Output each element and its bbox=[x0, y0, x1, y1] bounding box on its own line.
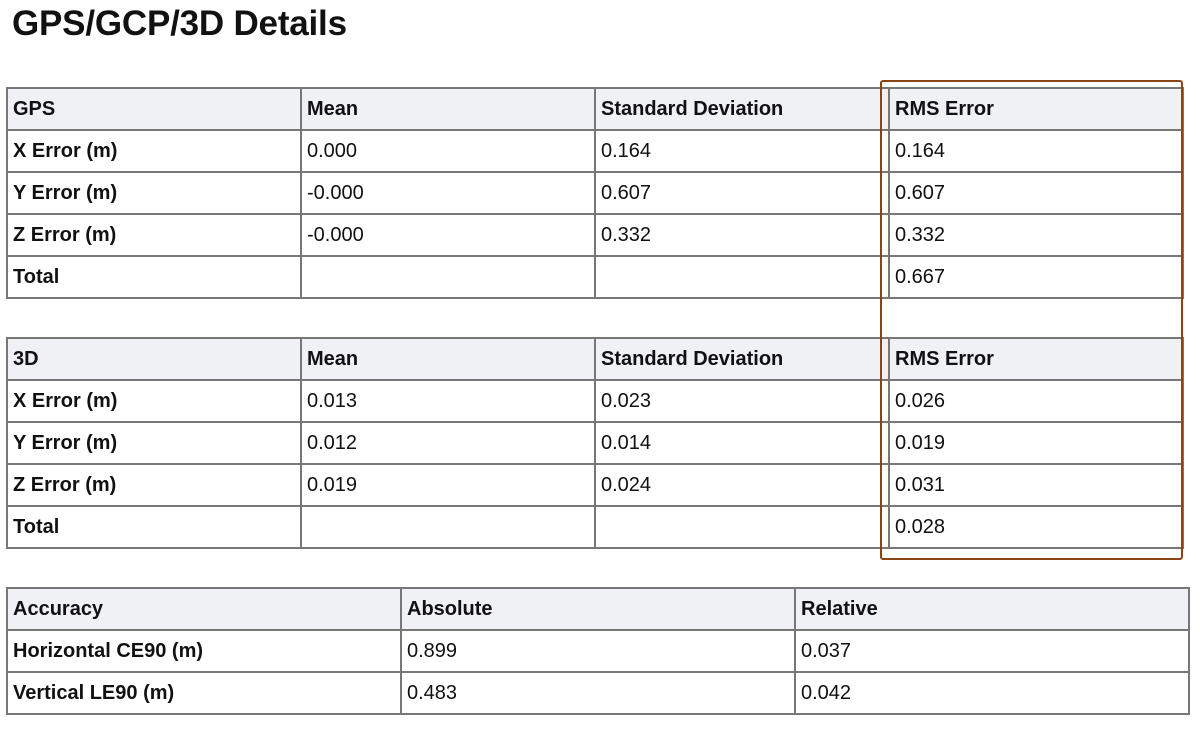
table-row bbox=[7, 380, 1183, 422]
table-row bbox=[7, 422, 1183, 464]
std-dev-cell: 0.332 bbox=[595, 214, 889, 256]
column-header: GPS bbox=[7, 88, 301, 130]
rms-error-cell: 0.028 bbox=[889, 506, 1183, 548]
column-header: Absolute bbox=[401, 588, 795, 630]
std-dev-cell bbox=[595, 256, 889, 298]
mean-cell: -0.000 bbox=[301, 214, 595, 256]
rms-error-cell: 0.026 bbox=[889, 380, 1183, 422]
mean-cell: 0.019 bbox=[301, 464, 595, 506]
absolute-cell: 0.483 bbox=[401, 672, 795, 714]
std-dev-cell: 0.607 bbox=[595, 172, 889, 214]
table-row bbox=[7, 214, 1183, 256]
rms-error-cell: 0.667 bbox=[889, 256, 1183, 298]
row-label: Horizontal CE90 (m) bbox=[7, 630, 401, 672]
3d-error-table bbox=[6, 337, 1184, 549]
page-title: GPS/GCP/3D Details bbox=[12, 4, 347, 43]
column-header: Standard Deviation bbox=[595, 88, 889, 130]
table-row bbox=[7, 630, 1189, 672]
table-row bbox=[7, 256, 1183, 298]
std-dev-cell bbox=[595, 506, 889, 548]
mean-cell: 0.012 bbox=[301, 422, 595, 464]
rms-error-cell: 0.164 bbox=[889, 130, 1183, 172]
table-header-row bbox=[7, 588, 1189, 630]
row-label: Z Error (m) bbox=[7, 214, 301, 256]
row-label: Vertical LE90 (m) bbox=[7, 672, 401, 714]
row-label: Z Error (m) bbox=[7, 464, 301, 506]
std-dev-cell: 0.024 bbox=[595, 464, 889, 506]
row-label: X Error (m) bbox=[7, 380, 301, 422]
column-header: Mean bbox=[301, 88, 595, 130]
table-row bbox=[7, 464, 1183, 506]
std-dev-cell: 0.014 bbox=[595, 422, 889, 464]
row-label: X Error (m) bbox=[7, 130, 301, 172]
std-dev-cell: 0.023 bbox=[595, 380, 889, 422]
table-row bbox=[7, 172, 1183, 214]
gps-error-table bbox=[6, 87, 1184, 299]
absolute-cell: 0.899 bbox=[401, 630, 795, 672]
rms-error-cell: 0.607 bbox=[889, 172, 1183, 214]
column-header: RMS Error bbox=[889, 88, 1183, 130]
column-header: Standard Deviation bbox=[595, 338, 889, 380]
row-label: Y Error (m) bbox=[7, 172, 301, 214]
column-header: 3D bbox=[7, 338, 301, 380]
column-header: Relative bbox=[795, 588, 1189, 630]
row-label: Total bbox=[7, 256, 301, 298]
row-label: Total bbox=[7, 506, 301, 548]
table-header-row bbox=[7, 338, 1183, 380]
mean-cell bbox=[301, 256, 595, 298]
rms-error-cell: 0.031 bbox=[889, 464, 1183, 506]
column-header: Mean bbox=[301, 338, 595, 380]
mean-cell bbox=[301, 506, 595, 548]
mean-cell: 0.013 bbox=[301, 380, 595, 422]
column-header: RMS Error bbox=[889, 338, 1183, 380]
relative-cell: 0.037 bbox=[795, 630, 1189, 672]
mean-cell: 0.000 bbox=[301, 130, 595, 172]
column-header: Accuracy bbox=[7, 588, 401, 630]
rms-error-cell: 0.332 bbox=[889, 214, 1183, 256]
std-dev-cell: 0.164 bbox=[595, 130, 889, 172]
table-header-row bbox=[7, 88, 1183, 130]
table-row bbox=[7, 130, 1183, 172]
relative-cell: 0.042 bbox=[795, 672, 1189, 714]
table-row bbox=[7, 506, 1183, 548]
rms-error-cell: 0.019 bbox=[889, 422, 1183, 464]
mean-cell: -0.000 bbox=[301, 172, 595, 214]
table-row bbox=[7, 672, 1189, 714]
accuracy-table bbox=[6, 587, 1190, 715]
row-label: Y Error (m) bbox=[7, 422, 301, 464]
